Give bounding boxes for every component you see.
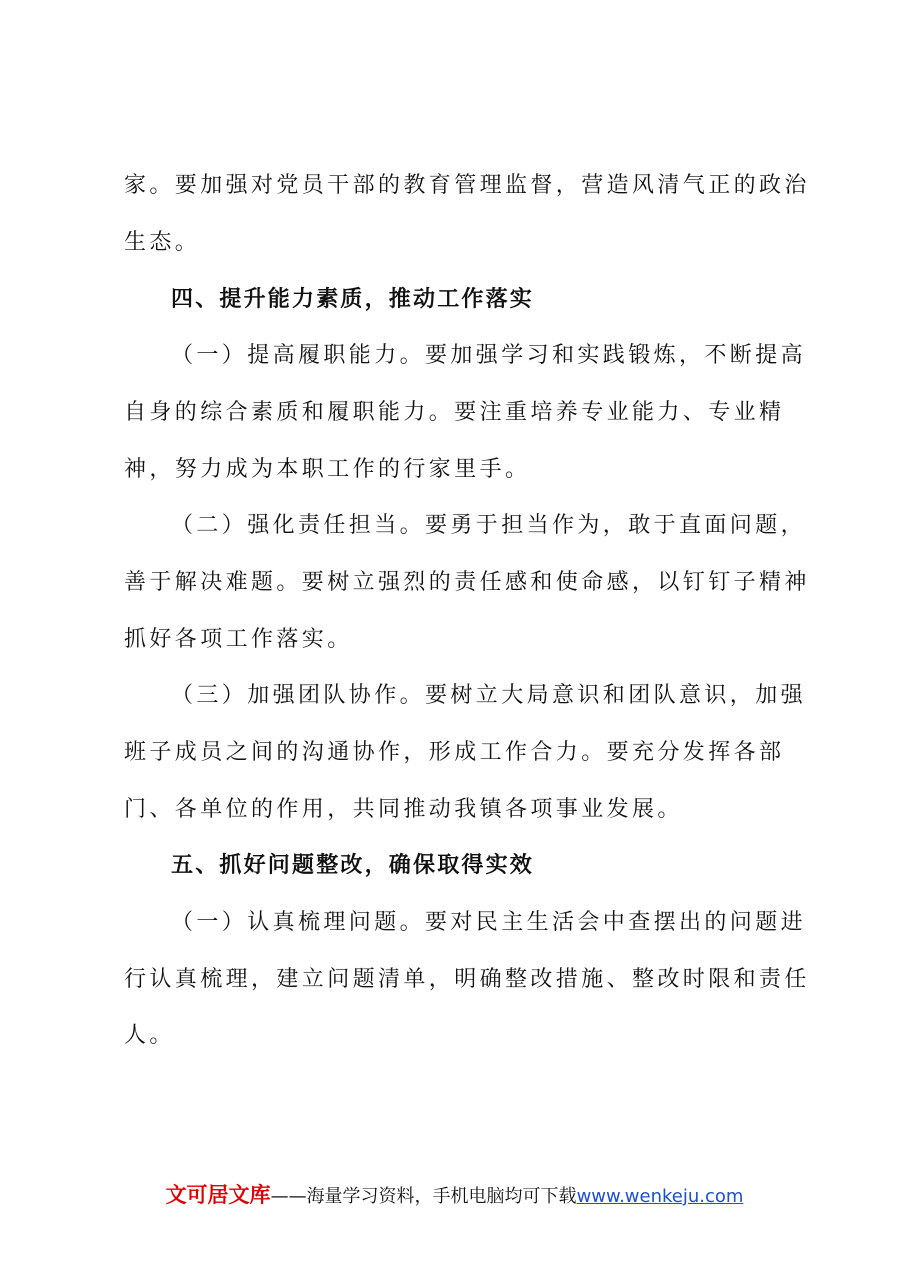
paragraph-line: 门、各单位的作用，共同推动我镇各项事业发展。 <box>124 797 683 822</box>
paragraph-line: （三）加强团队协作。要树立大局意识和团队意识，加强 <box>171 683 807 708</box>
paragraph-line: 善于解决难题。要树立强烈的责任感和使命感，以钉钉子精神 <box>124 570 810 595</box>
paragraph-line: （一）认真梳理问题。要对民主生活会中查摆出的问题进 <box>171 910 807 935</box>
paragraph-line: （一）提高履职能力。要加强学习和实践锻炼，不断提高 <box>171 343 807 368</box>
paragraph-line: 自身的综合素质和履职能力。要注重培养专业能力、专业精 <box>124 400 785 425</box>
footer-slogan: ——海量学习资料，手机电脑均可下载 <box>270 1186 577 1207</box>
section-heading-4: 四、提升能力素质，推动工作落实 <box>171 287 535 312</box>
paragraph-line: 行认真梳理，建立问题清单，明确整改措施、整改时限和责任 <box>124 967 810 992</box>
paragraph-line: 班子成员之间的沟通协作，形成工作合力。要充分发挥各部 <box>124 740 785 765</box>
section-heading-5: 五、抓好问题整改，确保取得实效 <box>171 853 535 878</box>
footer-banner <box>0 1180 909 1212</box>
paragraph-line: 生态。 <box>124 230 201 255</box>
footer-link[interactable]: www.wenkeju.com <box>576 1186 744 1207</box>
paragraph-line: 人。 <box>124 1023 175 1048</box>
paragraph-line: 神，努力成为本职工作的行家里手。 <box>124 457 531 482</box>
paragraph-line: 抓好各项工作落实。 <box>124 627 353 652</box>
footer-brand: 文可居文库 <box>165 1183 271 1207</box>
paragraph-line: 家。要加强对党员干部的教育管理监督，营造风清气正的政治 <box>124 173 810 198</box>
paragraph-line: （二）强化责任担当。要勇于担当作为，敢于直面问题， <box>171 513 807 538</box>
